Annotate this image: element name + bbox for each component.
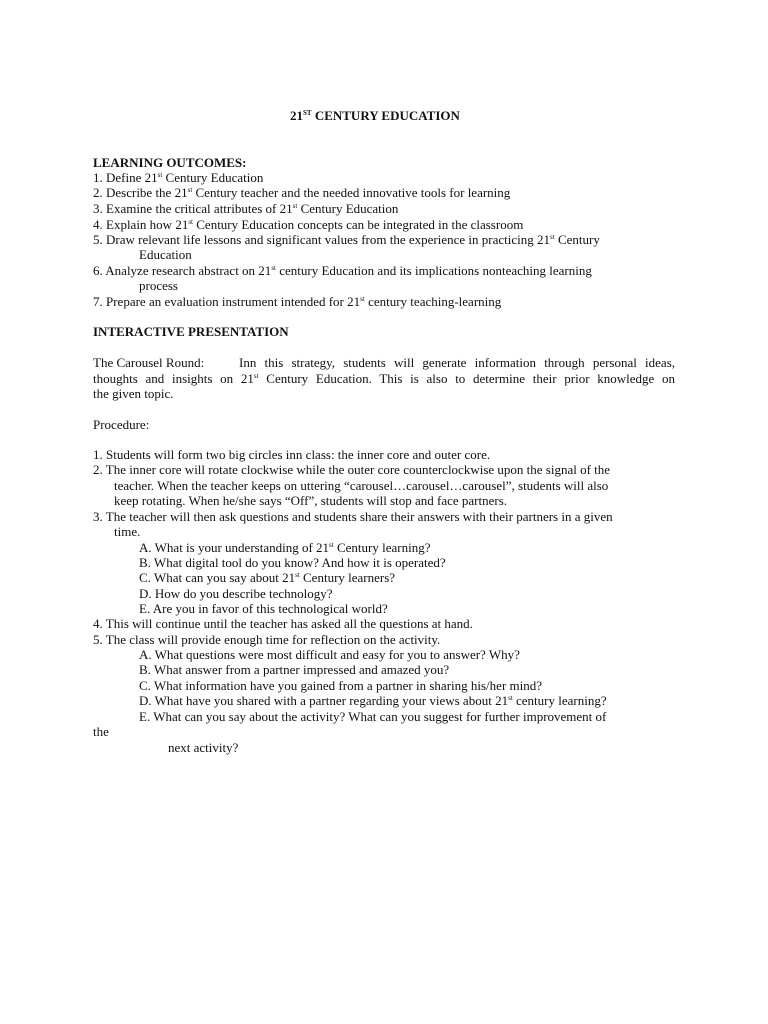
step-5-question-d: D. What have you shared with a partner regarding your views about 21st century learning? [139,693,607,708]
outcome-item-5-continuation: Education [139,247,192,262]
procedure-step-1: 1. Students will form two big circles inn class: the inner core and outer core. [93,447,491,462]
step-5-question-a: A. What questions were most difficult and easy for you to answer? Why? [139,647,520,662]
step-3-question-d: D. How do you describe technology? [139,586,333,601]
procedure-step-2-line-1: 2. The inner core will rotate clockwise while the outer core counterclockwise upon the signal of the [93,462,611,477]
carousel-round-label: The Carousel Round: [93,355,205,370]
carousel-intro-line-2: thoughts and insights on 21st Century Education. This is also to determine their prior knowledge on [93,371,676,386]
outcome-item-6-continuation: process [139,278,178,293]
step-5-question-b: B. What answer from a partner impressed and amazed you? [139,662,450,677]
carousel-intro-line-1: Inn this strategy, students will generate information through personal ideas, [239,355,675,370]
step-5-question-e-line-1: E. What can you say about the activity? What can you suggest for further improvement of [139,709,607,724]
outcome-item-6: 6. Analyze research abstract on 21st century Education and its implications nonteaching learning [93,263,592,278]
outcome-item-7: 7. Prepare an evaluation instrument intended for 21st century teaching-learning [93,294,502,309]
step-5-question-e-line-2: the [93,724,109,739]
learning-outcomes-heading: LEARNING OUTCOMES: [93,155,247,170]
step-5-question-c: C. What information have you gained from a partner in sharing his/her mind? [139,678,543,693]
outcome-item-4: 4. Explain how 21st Century Education concepts can be integrated in the classroom [93,217,524,232]
procedure-step-2-line-2: teacher. When the teacher keeps on uttering “carousel…carousel…carousel”, students will also [114,478,609,493]
carousel-intro-line-3: the given topic. [93,386,174,401]
step-3-question-a: A. What is your understanding of 21st Century learning? [139,540,431,555]
step-3-question-e: E. Are you in favor of this technological world? [139,601,388,616]
outcome-item-1: 1. Define 21st Century Education [93,170,264,185]
procedure-step-3-line-2: time. [114,524,141,539]
outcome-item-3: 3. Examine the critical attributes of 21st Century Education [93,201,399,216]
page-title: 21ST CENTURY EDUCATION [290,108,460,123]
interactive-presentation-heading: INTERACTIVE PRESENTATION [93,324,289,339]
step-3-question-b: B. What digital tool do you know? And how it is operated? [139,555,446,570]
procedure-step-5: 5. The class will provide enough time for reflection on the activity. [93,632,441,647]
procedure-step-4: 4. This will continue until the teacher has asked all the questions at hand. [93,616,473,631]
step-3-question-c: C. What can you say about 21st Century learners? [139,570,396,585]
procedure-step-3-line-1: 3. The teacher will then ask questions and students share their answers with their partners in a given [93,509,613,524]
step-5-question-e-line-3: next activity? [168,740,239,755]
outcome-item-5: 5. Draw relevant life lessons and significant values from the experience in practicing 21st Century [93,232,600,247]
procedure-label: Procedure: [93,417,150,432]
procedure-step-2-line-3: keep rotating. When he/she says “Off”, students will stop and face partners. [114,493,508,508]
outcome-item-2: 2. Describe the 21st Century teacher and the needed innovative tools for learning [93,185,511,200]
